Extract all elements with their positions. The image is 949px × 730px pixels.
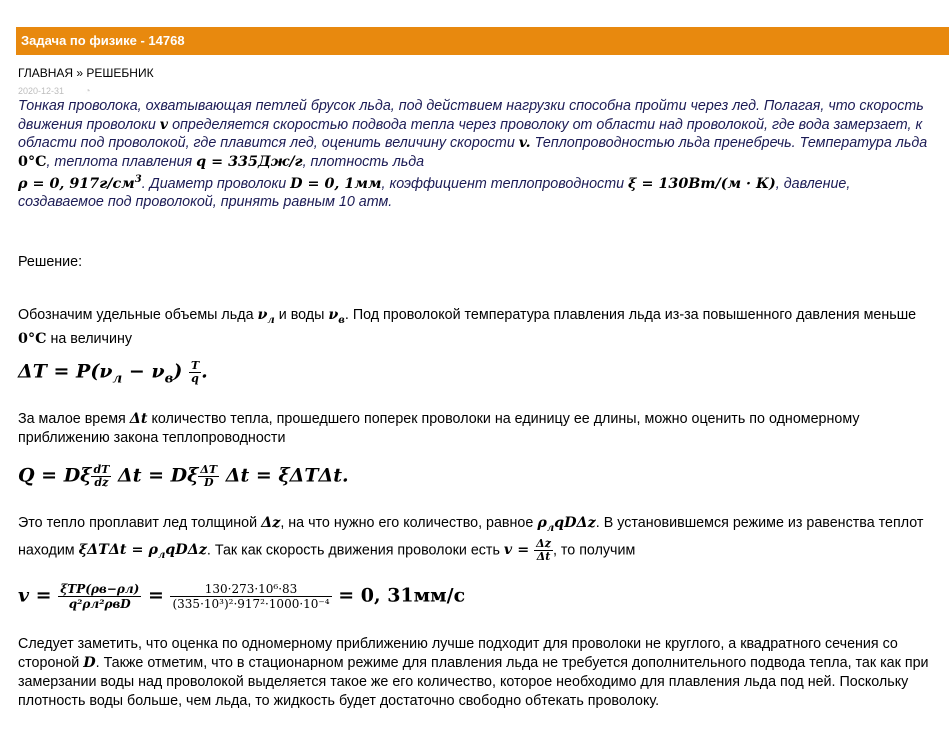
solution-text: Следует заметить, что оценка по одномерному приближению лучше подходит для проволоки не круглого, а квадратного сечения со стороной [18, 636, 898, 671]
math-delta-z: Δz [261, 515, 281, 531]
solution-text: на величину [50, 330, 133, 347]
problem-text: определяется скоростью подвода тепла через проволоку от области над проволокой, где вода замерзает, к области под проволокой, где плавится лед, оценить величину скорости [18, 116, 923, 151]
math-temperature: 0°C [18, 330, 47, 347]
solution-paragraph-2 [18, 410, 943, 448]
solution-text: количество тепла, прошедшего поперек проволоки на единицу ее длины, можно оценить по одномерному приближению закона теплопроводности [18, 411, 860, 446]
formula-delta-t: $\Delta T = P(\nu_л - \nu_в)$ $\frac{T}{q}$ . [18, 359, 208, 387]
page-header-bar [16, 27, 949, 55]
formula-heat-q: Q = Dξ $\frac{dT}{dz}$ Δt = Dξ $\frac{\Delta T}{D}$ Δt = ξΔTΔt. [18, 463, 349, 489]
math-v: v. [518, 135, 531, 151]
solution-text: Это тепло проплавит лед толщиной [18, 515, 258, 531]
breadcrumb-home-link[interactable]: ГЛАВНАЯ [18, 66, 74, 80]
math-nu-ice: $\nu_л$ [257, 307, 275, 326]
solution-text: Обозначим удельные объемы льда [18, 307, 254, 323]
math-d: D [83, 655, 96, 671]
formula-velocity-result: v = $\frac{\text{ξTP(ρв−ρл)}}{\text{q²ρл²ρвD}}$ = $\frac{\text{130·273·10⁶·83}}{\text{(335·10³)²·917²·1000·10⁻⁴}}$ = 0, 31мм/с [18, 582, 466, 611]
solution-heading: Решение: [18, 254, 83, 270]
page-title: Задача по физике - 14768 [21, 33, 185, 48]
math-v: v [159, 116, 169, 133]
math-rho-qddz: $\rho_лqD\Delta z$ [537, 515, 596, 534]
solution-text: , то получим [552, 542, 636, 559]
solution-text: . Так как скорость движения проволоки есть [206, 542, 500, 559]
problem-text: Тонкая проволока, охватывающая петлей брусок льда, под действием нагрузки способна пройти через лед. Полагая, что скорость движения проволоки [18, 98, 924, 133]
breadcrumb-separator: » [76, 66, 84, 80]
math-nu-water: $\nu_в$ [328, 307, 345, 326]
breadcrumb-section-link[interactable]: РЕШЕБНИК [86, 66, 154, 80]
math-conductivity: ξ = 130Вт/(м · К) [628, 175, 776, 192]
solution-text: За малое время [18, 411, 126, 427]
math-heat-of-fusion: q = 335Дж/г [196, 153, 303, 170]
math-density: ρ = 0, 917г/см [18, 175, 135, 192]
solution-text: . Под проволокой температура плавления льда из-за повышенного давления меньше [344, 307, 917, 323]
breadcrumb [18, 66, 154, 80]
math-delta-t: Δt [129, 411, 148, 427]
problem-text: , коэффициент теплопроводности [381, 175, 625, 192]
post-date: 2020-12-31 [18, 86, 65, 96]
solution-text: . Также отметим, что в стационарном режиме для плавления льда не требуется дополнительного подвода тепла, так как при замерзании воды над проволокой выделяется такое же его количество, которое необходимо для плавления льда под ней. Поскольку плотность воды больше, чем льда, то жидкость будет достаточно свободно обтекать проволоку. [18, 655, 929, 709]
solution-paragraph-1 [18, 306, 943, 349]
post-meta [18, 86, 91, 97]
solution-paragraph-3 [18, 514, 943, 565]
solution-text: и воды [278, 307, 325, 323]
solution-text: . В установившемся режиме из равенства теплот находим [18, 515, 924, 559]
problem-statement [18, 97, 938, 212]
solution-text: , на что нужно его количество, равное [280, 515, 534, 531]
problem-text: . Диаметр проволоки [141, 175, 287, 192]
views-icon: ◔ [84, 86, 91, 97]
math-velocity-def: v = $\frac{\Delta z}{\Delta t}$ [503, 536, 551, 563]
problem-text: Теплопроводностью льда пренебречь. Температура льда [534, 135, 928, 151]
math-heat-balance: $\xi\Delta T\Delta t = \rho_лqD\Delta z$ [78, 542, 207, 562]
solution-paragraph-4 [18, 635, 943, 711]
problem-text: , плотность льда [302, 153, 425, 170]
math-diameter: D = 0, 1мм [290, 175, 382, 192]
problem-text: , давление, создаваемое под проволокой, принять равным 10 атм. [18, 175, 851, 211]
problem-text: , теплота плавления [46, 153, 193, 170]
math-exponent: 3 [134, 174, 142, 185]
math-temperature: 0°C [18, 153, 47, 170]
